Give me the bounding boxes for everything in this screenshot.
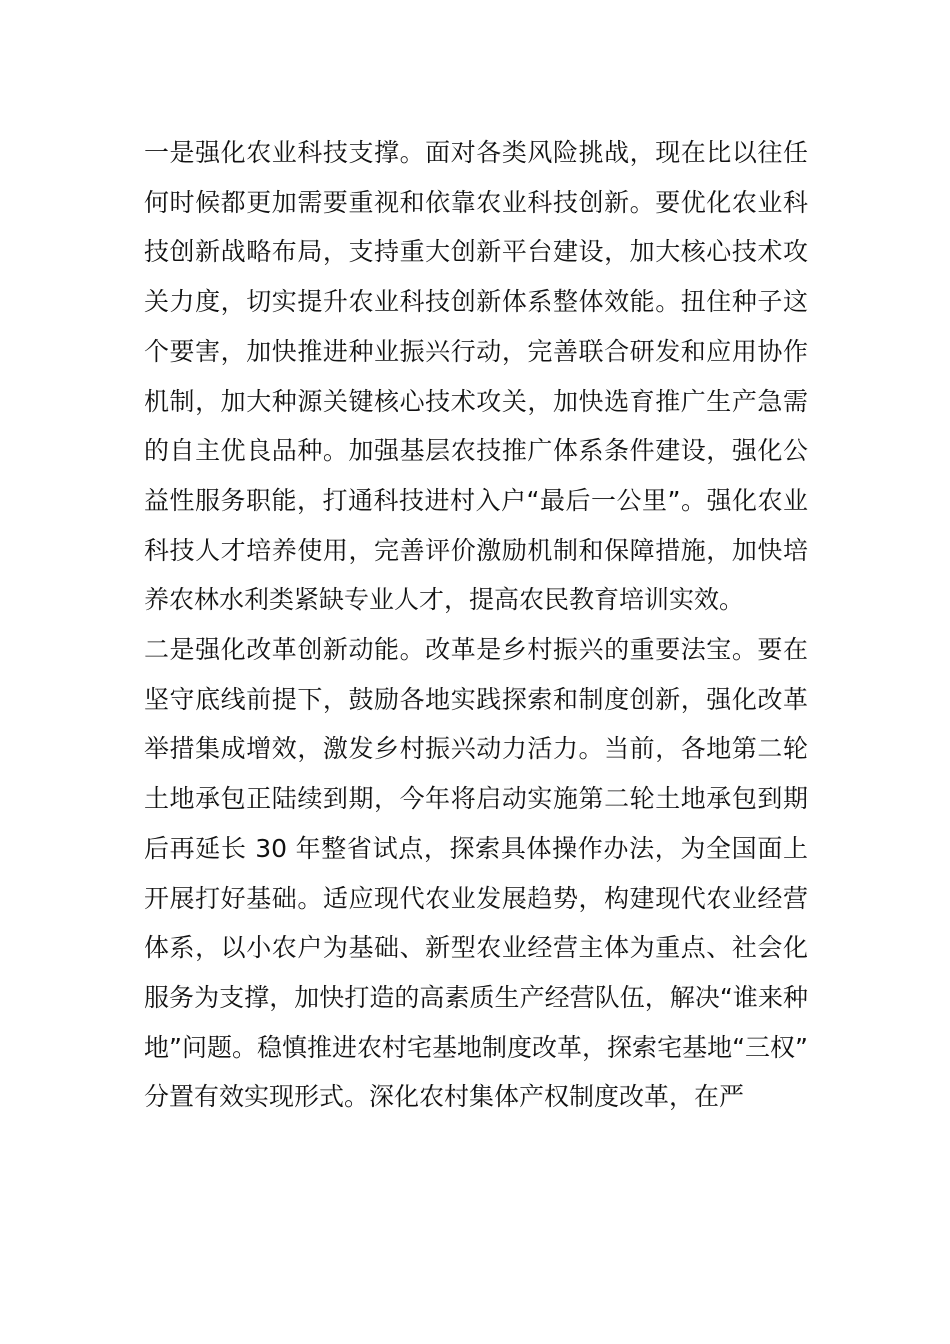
- paragraph-reform-innovation: 二是强化改革创新动能。改革是乡村振兴的重要法宝。要在坚守底线前提下，鼓励各地实践探索和制度创新，强化改革举措集成增效，激发乡村振兴动力活力。当前，各地第二轮土地承包正陆续到期，今年将启动实施第二轮土地承包到期后再延长 30 年整省试点，探索具体操作办法，为全国面上开展打好基础。适应现代农业发展趋势，构建现代农业经营体系，以小农户为基础、新型农业经营主体为重点、社会化服务为支撑，加快打造的高素质生产经营队伍，解决“谁来种地”问题。稳慎推进农村宅基地制度改革，探索宅基地“三权”分置有效实现形式。深化农村集体产权制度改革，在严: [144, 635, 808, 1112]
- document-body: [144, 128, 808, 1122]
- paragraph-agri-tech: 一是强化农业科技支撑。面对各类风险挑战，现在比以往任何时候都更加需要重视和依靠农业科技创新。要优化农业科技创新战略布局，支持重大创新平台建设，加大核心技术攻关力度，切实提升农业科技创新体系整体效能。扭住种子这个要害，加快推进种业振兴行动，完善联合研发和应用协作机制，加大种源关键核心技术攻关，加快选育推广生产急需的自主优良品种。加强基层农技推广体系条件建设，强化公益性服务职能，打通科技进村入户“最后一公里”。强化农业科技人才培养使用，完善评价激励机制和保障措施，加快培养农林水利类紧缺专业人才，提高农民教育培训实效。: [144, 138, 808, 615]
